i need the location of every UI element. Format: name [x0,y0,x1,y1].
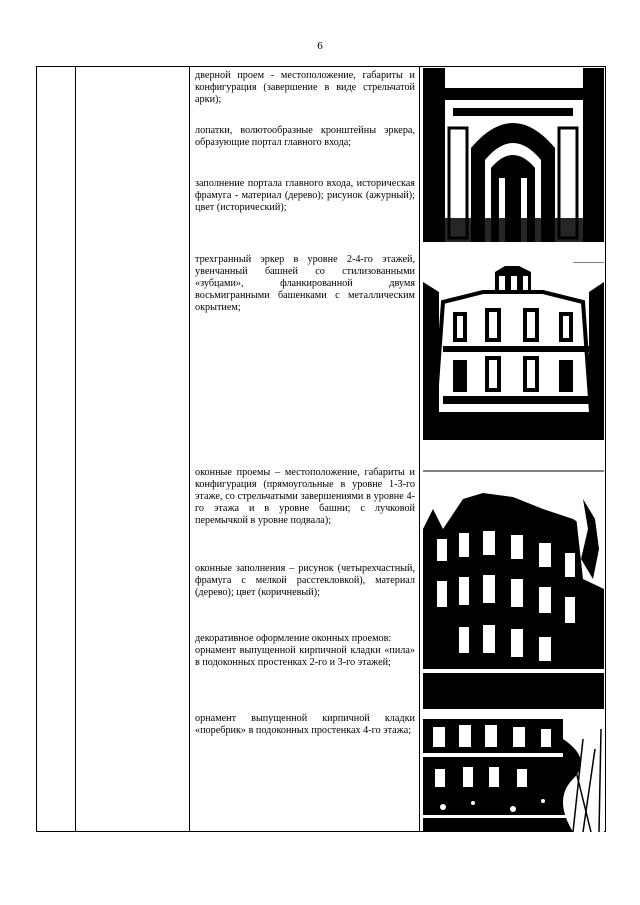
feature-text: орнамент выпущенной кирпичной кладки «пила» в подоконных простенках 2-го и 3-го этажей; [195,645,415,669]
feature-item [195,633,415,669]
column-divider [419,67,420,831]
feature-item [195,254,415,314]
column-divider [75,67,76,831]
column-divider [189,67,190,831]
feature-text: декоративное оформление оконных проемов: [195,633,392,644]
feature-text: лопатки, волютообразные кронштейны эркера, образующие портал главного входа; [195,125,415,149]
page-number: 6 [317,40,323,52]
bay-window-tower-photo-image [423,262,604,440]
feature-text: трехгранный эркер в уровне 2-4-го этажей, увенчанный башней со стилизованными «зубцами», фланкированной двумя восьмигранными башенками с металлическим окрытием; [195,254,415,314]
building-trees-photo [423,719,604,832]
feature-text: заполнение портала главного входа, историческая фрамуга - материал (дерево); рисунок (ажурный); цвет (исторический); [195,178,415,214]
feature-text: оконные проемы – местоположение, габариты и конфигурация (прямоугольные в уровне 1-3-го этаже, со стрельчатыми завершениями в уровне 4-го этажа и в уровне башни; с лучковой перемычкой в уровне подвала); [195,467,415,527]
feature-item [195,467,415,527]
building-entrance-photo [423,68,604,242]
feature-item [195,70,415,106]
features-table [36,66,606,832]
feature-text: дверной проем - местоположение, габариты и конфигурация (завершение в виде стрельчатой арки); [195,70,415,106]
building-facade-windows-photo [423,469,604,709]
feature-item [195,178,415,214]
feature-item [195,563,415,599]
building-entrance-photo-image [423,68,604,242]
bay-window-tower-photo [423,262,604,440]
feature-text: оконные заполнения – рисунок (четырехчастный, фрамуга с мелкой расстекловкой), материал (дерево); цвет (коричневый); [195,563,415,599]
feature-item [195,125,415,149]
building-facade-windows-photo-image [423,469,604,709]
building-trees-photo-image [423,719,604,832]
feature-item [195,713,415,737]
feature-text: орнамент выпущенной кирпичной кладки «поребрик» в подоконных простенках 4-го этажа; [195,713,415,737]
